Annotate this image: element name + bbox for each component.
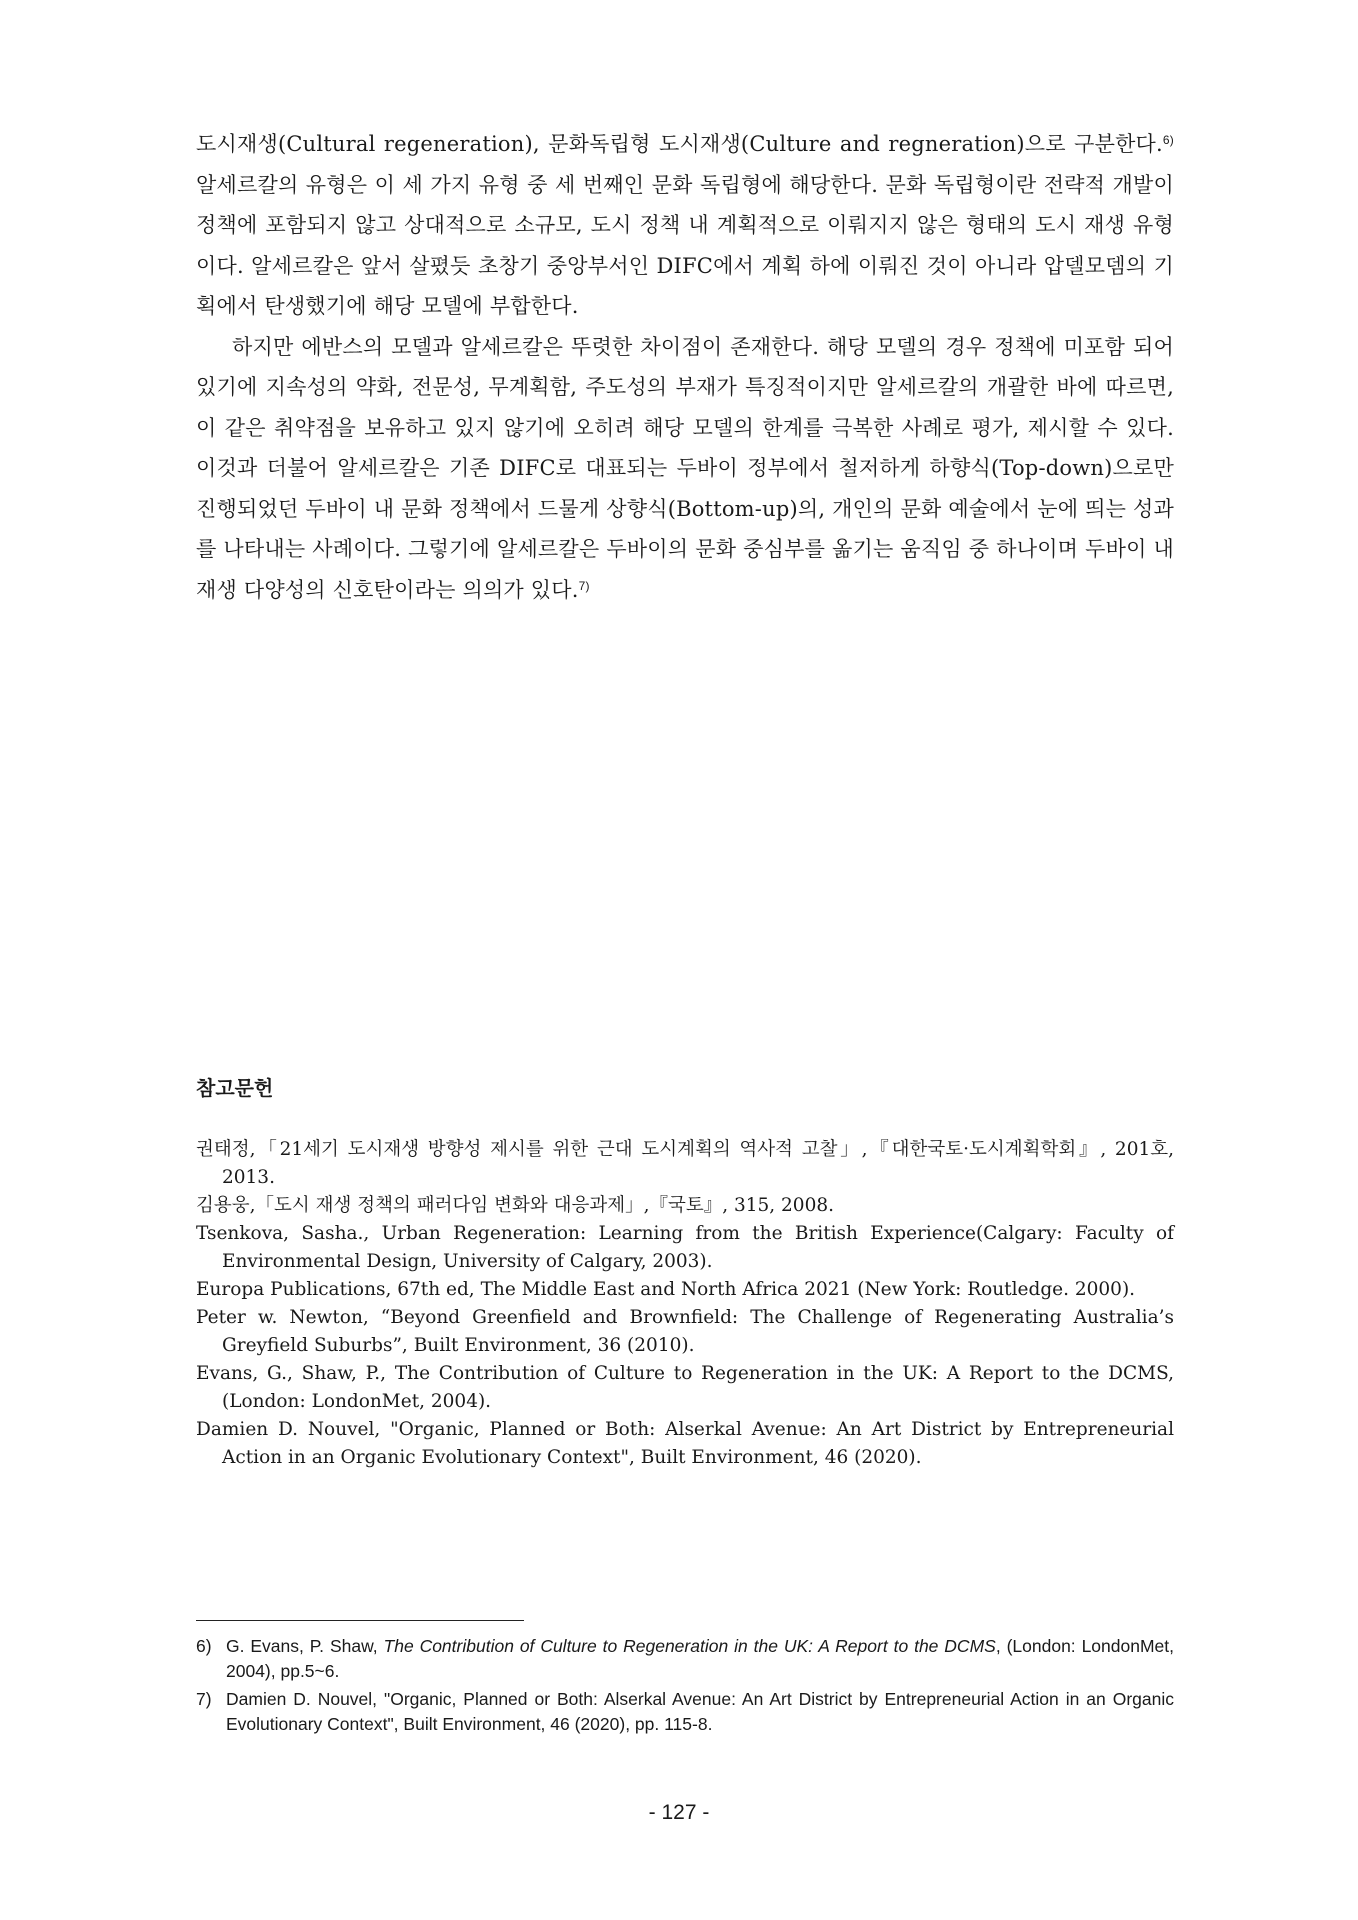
reference-item: Peter w. Newton, “Beyond Greenfield and Brownfield: The Challenge of Regenerating Australia’s Greyfield Suburbs”, Built Environment, 36 (2010). — [196, 1307, 1174, 1356]
page-number: - 127 - — [648, 1801, 710, 1824]
footnote-6-before: G. Evans, P. Shaw, — [226, 1636, 384, 1656]
footnotes-list — [196, 1634, 1174, 1740]
paragraph-2-text: 하지만 에반스의 모델과 알세르칼은 뚜렷한 차이점이 존재한다. 해당 모델의 경우 정책에 미포함 되어있기에 지속성의 약화, 전문성, 무계획함, 주도성의 부재가 특징적이지만 알세르칼의 개괄한 바에 따르면, 이 같은 취약점을 보유하고 있지 않기에 오히려 해당 모델의 한계를 극복한 사례로 평가, 제시할 수 있다. 이것과 더불어 알세르칼은 기존 DIFC로 대표되는 두바이 정부에서 철저하게 하향식(Top-down)으로만 진행되었던 두바이 내 문화 정책에서 드물게 상향식(Bottom-up)의, 개인의 문화 예술에서 눈에 띄는 성과를 나타내는 사례이다. 그렇기에 알세르칼은 두바이의 문화 중심부를 옮기는 움직임 중 하나이며 두바이 내 재생 다양성의 신호탄이라는 의의가 있다. — [196, 334, 1174, 602]
footnote-6-title: The Contribution of Culture to Regeneration in the UK: A Report to the DCMS — [383, 1636, 996, 1656]
references-list — [196, 1136, 1174, 1472]
footnote-ref-6[interactable]: 6) — [1162, 133, 1174, 147]
footnote-number: 6) — [196, 1636, 212, 1656]
footnote-7-text: Damien D. Nouvel, "Organic, Planned or Both: Alserkal Avenue: An Art District by Entrepreneurial Action in an Organic Evolutionary Context", Built Environment, 46 (2020), pp. 115-8. — [226, 1689, 1174, 1734]
reference-item: 권태정,「21세기 도시재생 방향성 제시를 위한 근대 도시계획의 역사적 고찰」,『대한국토·도시계획학회』, 201호, 2013. — [196, 1139, 1174, 1188]
paragraph-1-part-2: 알세르칼의 유형은 이 세 가지 유형 중 세 번째인 문화 독립형에 해당한다. 문화 독립형이란 전략적 개발이 정책에 포함되지 않고 상대적으로 소규모, 도시 정책 내 계획적으로 이뤄지지 않은 형태의 도시 재생 유형이다. 알세르칼은 앞서 살폈듯 초창기 중앙부서인 DIFC에서 계획 하에 이뤄진 것이 아니라 압델모뎀의 기획에서 탄생했기에 해당 모델에 부합한다. — [196, 172, 1174, 318]
footnote-7 — [196, 1687, 1174, 1737]
footnote-divider — [196, 1620, 524, 1621]
reference-item: Tsenkova, Sasha., Urban Regeneration: Learning from the British Experience(Calgary: Faculty of Environmental Design, University of Calgary, 2003). — [196, 1223, 1174, 1272]
footnote-number: 7) — [196, 1689, 212, 1709]
reference-item: Evans, G., Shaw, P., The Contribution of Culture to Regeneration in the UK: A Report to the DCMS, (London: LondonMet, 2004). — [196, 1363, 1174, 1412]
paragraph-1-part-1: 도시재생(Cultural regeneration), 문화독립형 도시재생(Culture and regneration)으로 구분한다. — [196, 132, 1163, 156]
paragraph-2 — [196, 327, 1174, 611]
reference-item: Damien D. Nouvel, "Organic, Planned or Both: Alserkal Avenue: An Art District by Entrepreneurial Action in an Organic Evolutionary Context", Built Environment, 46 (2020). — [196, 1419, 1174, 1468]
reference-item: 김용웅,「도시 재생 정책의 패러다임 변화와 대응과제」,『국토』, 315, 2008. — [196, 1195, 834, 1216]
paragraph-1 — [196, 124, 1174, 327]
references-heading: 참고문헌 — [196, 1076, 274, 1100]
reference-item: Europa Publications, 67th ed, The Middle East and North Africa 2021 (New York: Routledge. 2000). — [196, 1279, 1136, 1300]
body-text — [196, 124, 1174, 610]
footnote-6 — [196, 1634, 1174, 1684]
footnote-6-after: , (London: LondonMet, 2004), pp.5~6. — [226, 1636, 1174, 1681]
footnote-ref-7[interactable]: 7) — [578, 578, 590, 593]
